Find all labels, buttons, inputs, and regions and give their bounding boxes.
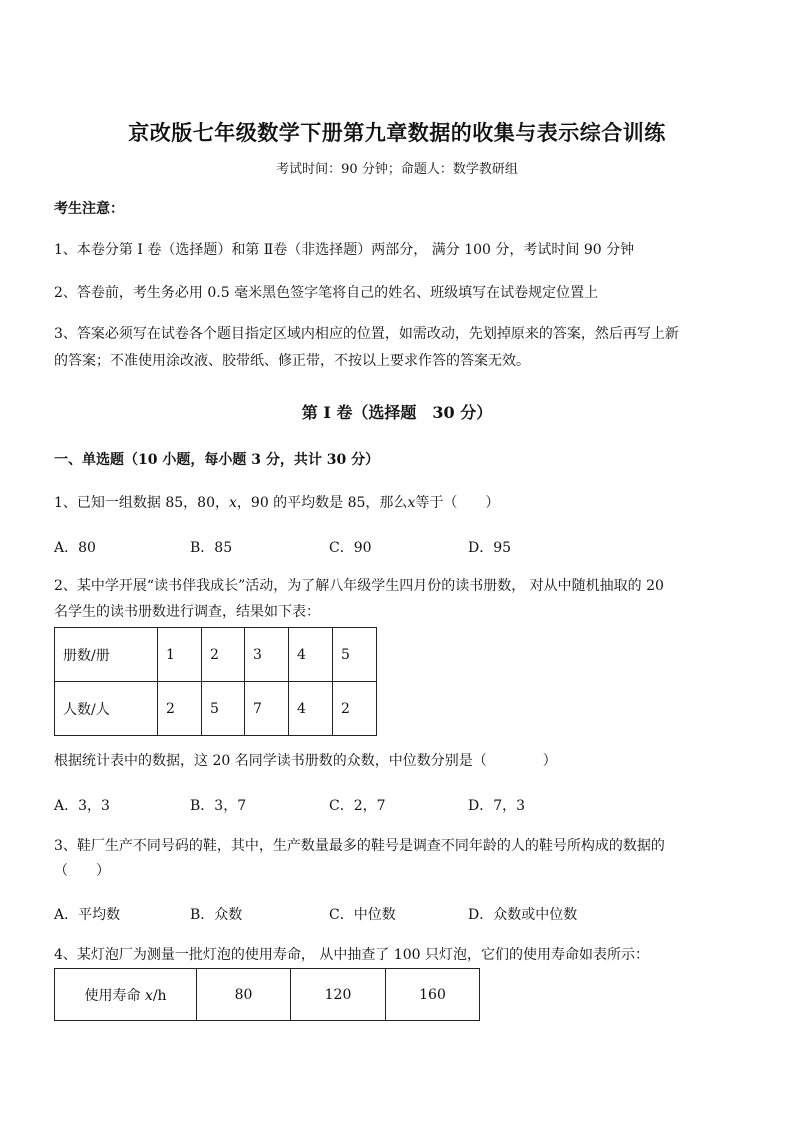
q1-option-b[interactable]: B．85 [190,540,233,556]
notice-item-1: 1、本卷分第 I 卷（选择题）和第 Ⅱ卷（非选择题）两部分， 满分 100 分，考试时间 90 分钟 [54,242,635,258]
table-cell: 120 [291,969,386,1021]
table-cell: 2 [158,682,202,736]
part-heading: 一、单选题（10 小题，每小题 3 分，共计 30 分） [54,452,380,468]
q4-label-unit: /h [152,987,167,1004]
table-cell [55,969,197,1021]
question-2-line1: 2、某中学开展“读书伴我成长”活动，为了解八年级学生四月份的读书册数， 对从中随机抽取的 20 [54,578,664,594]
question-1-stem [54,493,499,513]
notice-item-3-line1: 3、答案必须写在试卷各个题目指定区域内相应的位置，如需改动，先划掉原来的答案，然后再写上新 [54,326,679,342]
q2-option-c[interactable]: C．2，7 [329,798,386,814]
q3-option-c[interactable]: C．中位数 [329,907,396,923]
notice-item-3-line2: 的答案；不准使用涂改液、胶带纸、修正带，不按以上要求作答的答案无效。 [54,353,530,369]
question-2-ask: 根据统计表中的数据，这 20 名同学读书册数的众数，中位数分别是（ ） [54,753,557,769]
q4-data-table [54,968,480,1021]
question-4-line1: 4、某灯泡厂为测量一批灯泡的使用寿命， 从中抽查了 100 只灯泡，它们的使用寿命如表所示： [54,947,649,963]
table-row [55,628,377,682]
q1-stem-a: 1、已知一组数据 85，80， [54,495,229,511]
table-cell: 4 [289,628,333,682]
q3-option-a[interactable]: A．平均数 [54,907,121,923]
table-cell: 80 [197,969,291,1021]
question-2-line2: 名学生的读书册数进行调查，结果如下表： [54,604,320,620]
exam-info: 考试时间：90 分钟；命题人：数学教研组 [276,162,518,177]
q2-data-table [54,627,377,736]
table-cell: 人数/人 [55,682,158,736]
table-row [55,682,377,736]
page-title: 京改版七年级数学下册第九章数据的收集与表示综合训练 [128,120,666,145]
q3-option-d[interactable]: D．众数或中位数 [468,907,578,923]
q1-option-d[interactable]: D．95 [468,540,512,556]
table-cell: 3 [245,628,289,682]
q1-option-a[interactable]: A．80 [54,540,96,556]
q2-option-a[interactable]: A．3，3 [54,798,110,814]
q3-option-b[interactable]: B．众数 [190,907,243,923]
table-cell: 160 [386,969,480,1021]
q4-variable-x: x [144,987,153,1004]
table-cell: 7 [245,682,289,736]
section-title: 第 I 卷（选择题 30 分） [301,403,493,422]
q1-stem-c: 等于（ ） [415,495,500,511]
table-cell: 2 [333,682,377,736]
table-cell: 册数/册 [55,628,158,682]
table-cell: 2 [202,628,245,682]
q2-option-b[interactable]: B．3，7 [190,798,247,814]
table-cell: 4 [289,682,333,736]
q1-stem-b: ，90 的平均数是 85，那么 [236,495,408,511]
table-cell: 5 [333,628,377,682]
table-row [55,969,480,1021]
question-3-line2: （ ） [54,863,110,879]
q4-label-text: 使用寿命 [84,987,145,1004]
question-3-line1: 3、鞋厂生产不同号码的鞋，其中，生产数量最多的鞋号是调查不同年龄的人的鞋号所构成的数据的 [54,838,665,854]
q1-variable-x-2: x [407,495,416,511]
notice-item-2: 2、答卷前，考生务必用 0.5 毫米黑色签字笔将自己的姓名、班级填写在试卷规定位置上 [54,285,599,301]
q2-option-d[interactable]: D．7，3 [468,798,526,814]
q1-option-c[interactable]: C．90 [329,540,372,556]
notice-heading: 考生注意： [54,201,124,217]
table-cell: 1 [158,628,202,682]
q1-variable-x: x [229,495,237,511]
table-cell: 5 [202,682,245,736]
